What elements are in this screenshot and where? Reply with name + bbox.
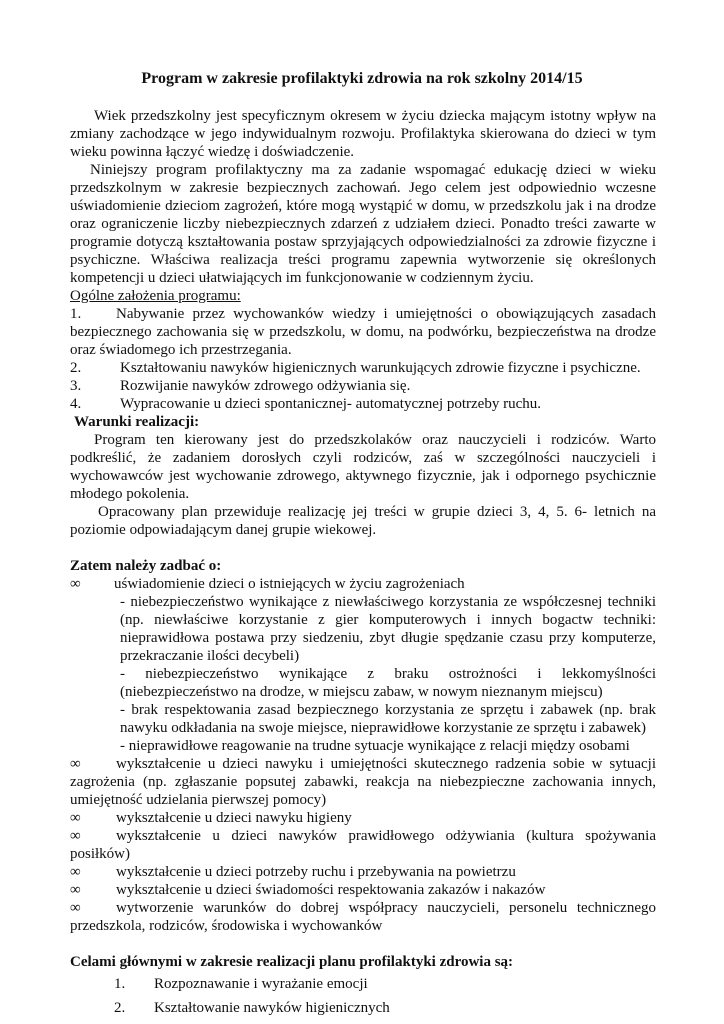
conditions-paragraph-1: Program ten kierowany jest do przedszkolaków oraz nauczycieli i rodziców. Warto podkreślić, że zadaniem dorosłych czyli rodziców, zaś w szczególności nauczycieli i wychowawców jest wychowanie zdrowego, aktywnego fizycznie, jak i odpornego psychicznie młodego pokolenia. <box>70 432 656 502</box>
goal-item <box>114 999 656 1017</box>
infinity-bullet-icon: ∞ <box>70 882 81 898</box>
goals-list <box>114 975 656 1017</box>
goal-number: 2. <box>114 1000 126 1016</box>
infinity-bullet-icon: ∞ <box>70 828 81 844</box>
assumption-text: Nabywanie przez wychowanków wiedzy i umiejętności o obowiązujących zasadach bezpiecznego zachowania się w przedszkolu, w domu, na podwórku, bezpieczeństwa na drodze oraz świadomego ich przestrzegania. <box>70 306 656 358</box>
care-item <box>70 809 656 827</box>
document-title: Program w zakresie profilaktyki zdrowia na rok szkolny 2014/15 <box>141 70 583 87</box>
intro-paragraph-1: Wiek przedszkolny jest specyficznym okresem w życiu dziecka mającym istotny wpływ na zmiany zachodzące w jego indywidualnym rozwoju. Profilaktyka skierowana do dzieci w tym wieku powinna łączyć wiedzę i doświadczenie. <box>70 108 656 160</box>
assumption-item <box>70 395 656 413</box>
care-item <box>70 575 656 593</box>
document-body <box>70 107 656 1023</box>
infinity-bullet-icon: ∞ <box>70 576 81 592</box>
care-item-text: wykształcenie u dzieci nawyków prawidłowego odżywiania (kultura spożywania posiłków) <box>70 828 656 862</box>
care-item-text: wytworzenie warunków do dobrej współpracy nauczycieli, personelu technicznego przedszkola, rodziców, środowiska i wychowanków <box>70 900 656 934</box>
care-subitem: - nieprawidłowe reagowanie na trudne sytuacje wynikające z relacji między osobami <box>120 738 630 754</box>
assumptions-heading: Ogólne założenia programu: <box>70 288 241 304</box>
care-item <box>70 881 656 899</box>
goal-item <box>114 975 656 993</box>
infinity-bullet-icon: ∞ <box>70 810 81 826</box>
care-item-text: uświadomienie dzieci o istniejących w życiu zagrożeniach <box>114 576 465 592</box>
assumption-item <box>70 377 656 395</box>
assumption-item <box>70 305 656 359</box>
care-item <box>70 899 656 935</box>
conditions-heading: Warunki realizacji: <box>74 414 200 430</box>
assumption-text: Rozwijanie nawyków zdrowego odżywiania się. <box>120 378 411 394</box>
conditions-paragraph-2: Opracowany plan przewiduje realizację jej treści w grupie dzieci 3, 4, 5. 6- letnich na poziomie odpowiadającym danej grupie wiekowej. <box>70 504 656 538</box>
goal-text: Kształtowanie nawyków higienicznych <box>154 1000 390 1016</box>
assumption-number: 3. <box>70 378 82 394</box>
assumption-number: 1. <box>70 306 82 322</box>
assumption-item <box>70 359 656 377</box>
assumption-text: Kształtowaniu nawyków higienicznych warunkujących zdrowie fizyczne i psychiczne. <box>120 360 641 376</box>
care-item-text: wykształcenie u dzieci potrzeby ruchu i przebywania na powietrzu <box>116 864 516 880</box>
care-item-text: wykształcenie u dzieci nawyku higieny <box>116 810 352 826</box>
care-subitem: - niebezpieczeństwo wynikające z niewłaściwego korzystania ze współczesnej techniki (np. niewłaściwe korzystanie z gier komputerowych i innych bogactw techniki: nieprawidłowa postawa przy siedzeniu, zbyt długie spędzanie czasu przy komputerze, przekraczanie ilości decybeli) <box>120 594 656 664</box>
care-item <box>70 755 656 809</box>
intro-paragraph-2: Niniejszy program profilaktyczny ma za zadanie wspomagać edukację dzieci w wieku przedszkolnym w zakresie bezpiecznych zachowań. Jego celem jest odpowiednio wczesne uświadomienie dzieciom zagrożeń, które mogą wystąpić w domu, w przedszkolu jak i na drodze oraz ograniczenie liczby niebezpiecznych zdarzeń z udziałem dzieci. Ponadto treści zawarte w programie dotyczą kształtowania postaw sprzyjających odpowiedzialności za zdrowie fizyczne i psychiczne. Właściwa realizacja treści programu zapewnia wytworzenie się określonych kompetencji u dzieci ułatwiających im funkcjonowanie w codziennym życiu. <box>70 162 656 286</box>
care-subitem: - niebezpieczeństwo wynikające z braku ostrożności i lekkomyślności (niebezpieczeństwo na drodze, w miejscu zabaw, w nowym nieznanym miejscu) <box>120 666 656 700</box>
care-item-text: wykształcenie u dzieci świadomości respektowania zakazów i nakazów <box>116 882 546 898</box>
infinity-bullet-icon: ∞ <box>70 864 81 880</box>
assumption-text: Wypracowanie u dzieci spontanicznej- automatycznej potrzeby ruchu. <box>120 396 541 412</box>
care-subitem: - brak respektowania zasad bezpiecznego korzystania ze sprzętu i zabawek (np. brak nawyku odkładania na swoje miejsce, nieprawidłowe korzystanie ze sprzętu i zabawek) <box>120 702 656 736</box>
goal-number: 1. <box>114 976 126 992</box>
care-item <box>70 827 656 863</box>
infinity-bullet-icon: ∞ <box>70 756 81 772</box>
goal-text: Rozpoznawanie i wyrażanie emocji <box>154 976 368 992</box>
care-heading: Zatem należy zadbać o: <box>70 558 222 574</box>
assumption-number: 2. <box>70 360 82 376</box>
care-item-text: wykształcenie u dzieci nawyku i umiejętności skutecznego radzenia sobie w sytuacji zagrożenia (np. zgłaszanie popsutej zabawki, reakcja na niebezpieczne zachowania innych, umiejętność udzielania pierwszej pomocy) <box>70 756 656 808</box>
care-item <box>70 863 656 881</box>
infinity-bullet-icon: ∞ <box>70 900 81 916</box>
goals-heading: Celami głównymi w zakresie realizacji planu profilaktyki zdrowia są: <box>70 954 514 970</box>
assumption-number: 4. <box>70 396 82 412</box>
